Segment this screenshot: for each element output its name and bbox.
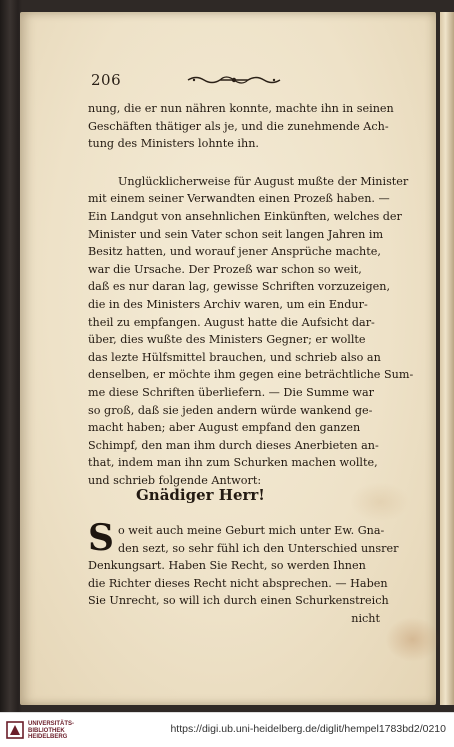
text-line: Besitz hatten, und worauf jener Ansprüche machte, [88,245,381,259]
letter-salutation: Gnädiger Herr! [136,486,265,504]
text-line: Unglücklicherweise für August mußte der Minister [118,174,409,188]
text-line: war die Ursache. Der Prozeß war schon so weit, [88,262,362,276]
text-line: Denkungsart. Haben Sie Recht, so werden Ihnen [88,559,366,573]
page-edge [440,12,454,705]
text-line: nung, die er nun nähren konnte, machte ihn in seinen [88,102,394,115]
text-line: Ein Landgut von ansehnlichen Einkünften, welches der [88,209,402,223]
text-line: theil zu empfangen. August hatte die Aufsicht dar- [88,315,375,329]
text-line: me diese Schriften überliefern. — Die Summe war [88,385,375,399]
text-line: denselben, er möchte ihm gegen eine beträchtliche Sum- [88,368,414,382]
library-name: UNIVERSITÄTS- BIBLIOTHEK HEIDELBERG [28,721,75,740]
text-line: die Richter dieses Recht nicht absprechen. — Haben [88,576,388,590]
paragraph-1 [88,100,394,153]
text-line: und schrieb folgende Antwort: [88,473,262,487]
letter-text [88,517,399,628]
body-text [88,100,414,489]
paragraph-2 [88,173,414,490]
viewer-footer [0,712,454,747]
text-line: that, indem man ihn zum Schurken machen wollte, [88,456,378,470]
text-line: mit einem seiner Verwandten einen Prozeß haben. — [88,192,390,206]
letter-lines [88,517,399,610]
text-line: macht haben; aber August empfand den ganzen [88,421,361,435]
text-line: Sie Unrecht, so will ich durch einen Schurkenstreich [88,594,389,608]
drop-capital: S [88,517,114,559]
text-line: die in des Ministers Archiv waren, um ein Endur- [88,297,368,311]
text-line: den sezt, so sehr fühl ich den Unterschied unsrer [118,541,399,555]
text-line: Schimpf, den man ihm durch dieses Anerbieten an- [88,438,379,452]
text-line: daß es nur daran lag, gewisse Schriften vorzuzeigen, [88,280,391,294]
text-line: o weit auch meine Geburt mich unter Ew. Gna- [118,524,385,537]
text-line: über, dies wußte des Ministers Gegner; er wollte [88,333,366,347]
page-stain [385,617,440,662]
university-library-logo-icon[interactable] [6,720,24,740]
text-line: Minister und sein Vater schon seit langen Jahren im [88,227,384,241]
text-line: das lezte Hülfsmittel brauchen, und schrieb also an [88,350,381,364]
text-line: Geschäften thätiger als je, und die zunehmende Ach- [88,119,389,133]
catchword: nicht [351,611,380,625]
ornamental-divider-icon [186,74,282,86]
source-url[interactable]: https://digi.ub.uni-heidelberg.de/diglit/hempel1783bd2/0210 [170,723,446,735]
text-line: so groß, daß sie jeden andern würde wankend ge- [88,403,373,417]
page-number: 206 [91,71,122,89]
text-line: tung des Ministers lohnte ihn. [88,137,259,151]
